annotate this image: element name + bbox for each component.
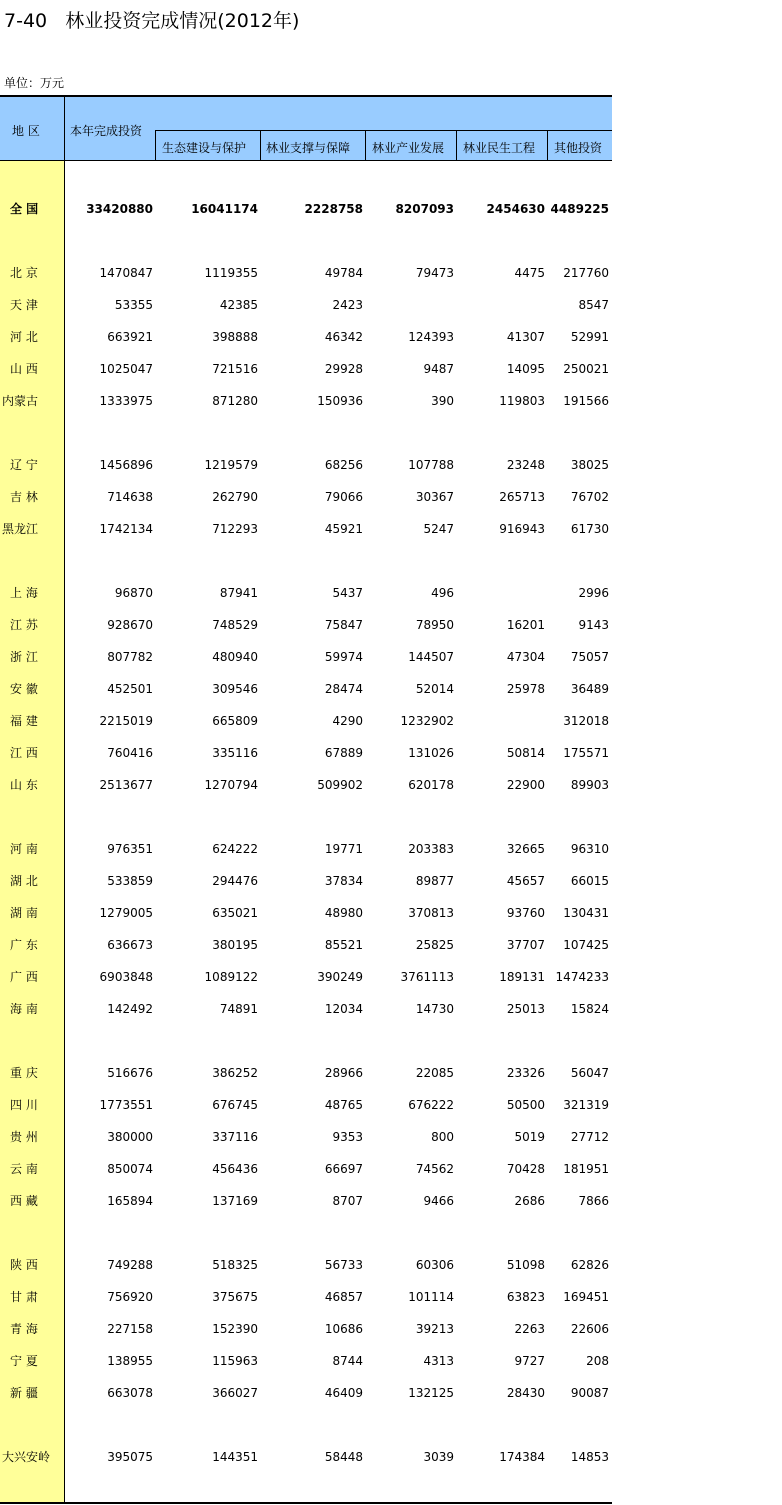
value-cell: 380000 bbox=[107, 1130, 153, 1144]
value-cell: 1773551 bbox=[99, 1098, 153, 1112]
table-row bbox=[0, 513, 612, 545]
value-cell: 250021 bbox=[563, 362, 609, 376]
value-cell: 321319 bbox=[563, 1098, 609, 1112]
value-cell: 30367 bbox=[415, 490, 454, 504]
value-cell: 624222 bbox=[212, 842, 258, 856]
value-cell: 2423 bbox=[332, 298, 363, 312]
value-cell: 676222 bbox=[408, 1098, 454, 1112]
value-cell: 74562 bbox=[415, 1162, 454, 1176]
value-cell: 165894 bbox=[107, 1194, 153, 1208]
value-cell: 137169 bbox=[212, 1194, 258, 1208]
region-name: 上 海 bbox=[10, 586, 38, 600]
value-cell: 46409 bbox=[324, 1386, 363, 1400]
value-cell: 620178 bbox=[408, 778, 454, 792]
value-cell: 22606 bbox=[570, 1322, 609, 1336]
region-name: 河 北 bbox=[10, 330, 38, 344]
value-cell: 14853 bbox=[570, 1450, 609, 1464]
table-row bbox=[0, 385, 612, 417]
value-cell: 456436 bbox=[212, 1162, 258, 1176]
value-cell: 1232902 bbox=[400, 714, 454, 728]
value-cell: 107788 bbox=[408, 458, 454, 472]
table-row bbox=[0, 737, 612, 769]
region-name: 甘 肃 bbox=[10, 1290, 38, 1304]
value-cell: 375675 bbox=[212, 1290, 258, 1304]
region-name: 西 藏 bbox=[10, 1194, 38, 1208]
table-row bbox=[0, 1185, 612, 1217]
value-cell: 28474 bbox=[324, 682, 363, 696]
value-cell: 25825 bbox=[415, 938, 454, 952]
value-cell: 37834 bbox=[324, 874, 363, 888]
table-row bbox=[0, 961, 612, 993]
value-cell: 101114 bbox=[408, 1290, 454, 1304]
value-cell: 480940 bbox=[212, 650, 258, 664]
value-cell: 1025047 bbox=[99, 362, 153, 376]
value-cell: 635021 bbox=[212, 906, 258, 920]
table-row bbox=[0, 449, 612, 481]
investment-table bbox=[0, 95, 612, 1504]
header-vline bbox=[456, 130, 457, 161]
value-cell: 4475 bbox=[514, 266, 545, 280]
value-cell: 2215019 bbox=[99, 714, 153, 728]
value-cell: 380195 bbox=[212, 938, 258, 952]
table-row bbox=[0, 193, 612, 225]
table-row bbox=[0, 1249, 612, 1281]
table-row bbox=[0, 929, 612, 961]
value-cell: 7866 bbox=[578, 1194, 609, 1208]
value-cell: 53355 bbox=[114, 298, 153, 312]
value-cell: 370813 bbox=[408, 906, 454, 920]
value-cell: 89877 bbox=[415, 874, 454, 888]
value-cell: 66015 bbox=[570, 874, 609, 888]
value-cell: 23248 bbox=[506, 458, 545, 472]
value-cell: 676745 bbox=[212, 1098, 258, 1112]
value-cell: 9727 bbox=[514, 1354, 545, 1368]
value-cell: 309546 bbox=[212, 682, 258, 696]
value-cell: 152390 bbox=[212, 1322, 258, 1336]
value-cell: 8547 bbox=[578, 298, 609, 312]
region-name: 重 庆 bbox=[10, 1066, 38, 1080]
value-cell: 807782 bbox=[107, 650, 153, 664]
table-row bbox=[0, 289, 612, 321]
value-cell: 1456896 bbox=[99, 458, 153, 472]
value-cell: 96870 bbox=[114, 586, 153, 600]
value-cell: 9353 bbox=[332, 1130, 363, 1144]
region-name: 内蒙古 bbox=[2, 394, 39, 408]
value-cell: 45657 bbox=[506, 874, 545, 888]
region-name: 大兴安岭 bbox=[2, 1450, 51, 1464]
value-cell: 516676 bbox=[107, 1066, 153, 1080]
value-cell: 227158 bbox=[107, 1322, 153, 1336]
value-cell: 130431 bbox=[563, 906, 609, 920]
region-name: 全 国 bbox=[10, 202, 39, 216]
value-cell: 10686 bbox=[324, 1322, 363, 1336]
header-other: 其他投资 bbox=[554, 141, 603, 155]
table-row bbox=[0, 577, 612, 609]
value-cell: 48765 bbox=[324, 1098, 363, 1112]
table-row bbox=[0, 897, 612, 929]
table-row bbox=[0, 769, 612, 801]
value-cell: 2996 bbox=[578, 586, 609, 600]
value-cell: 50500 bbox=[506, 1098, 545, 1112]
region-name: 湖 北 bbox=[10, 874, 38, 888]
value-cell: 28430 bbox=[506, 1386, 545, 1400]
table-row bbox=[0, 1153, 612, 1185]
header-industry: 林业产业发展 bbox=[372, 141, 445, 155]
value-cell: 27712 bbox=[570, 1130, 609, 1144]
value-cell: 59974 bbox=[324, 650, 363, 664]
table-row bbox=[0, 257, 612, 289]
region-name: 山 东 bbox=[10, 778, 38, 792]
value-cell: 169451 bbox=[563, 1290, 609, 1304]
value-cell: 749288 bbox=[107, 1258, 153, 1272]
value-cell: 8707 bbox=[332, 1194, 363, 1208]
value-cell: 36489 bbox=[570, 682, 609, 696]
value-cell: 42385 bbox=[219, 298, 258, 312]
value-cell: 1470847 bbox=[99, 266, 153, 280]
table-row bbox=[0, 1313, 612, 1345]
value-cell: 1742134 bbox=[99, 522, 153, 536]
value-cell: 56733 bbox=[324, 1258, 363, 1272]
value-cell: 51098 bbox=[506, 1258, 545, 1272]
value-cell: 14730 bbox=[415, 1002, 454, 1016]
value-cell: 5247 bbox=[423, 522, 454, 536]
value-cell: 22085 bbox=[415, 1066, 454, 1080]
value-cell: 79066 bbox=[324, 490, 363, 504]
value-cell: 37707 bbox=[506, 938, 545, 952]
region-name: 海 南 bbox=[10, 1002, 38, 1016]
table-row bbox=[0, 993, 612, 1025]
value-cell: 976351 bbox=[107, 842, 153, 856]
value-cell: 4489225 bbox=[550, 202, 609, 216]
value-cell: 124393 bbox=[408, 330, 454, 344]
value-cell: 12034 bbox=[324, 1002, 363, 1016]
value-cell: 2228758 bbox=[304, 202, 363, 216]
value-cell: 262790 bbox=[212, 490, 258, 504]
value-cell: 87941 bbox=[219, 586, 258, 600]
value-cell: 47304 bbox=[506, 650, 545, 664]
region-name: 陕 西 bbox=[10, 1258, 38, 1272]
value-cell: 1474233 bbox=[555, 970, 609, 984]
value-cell: 28966 bbox=[324, 1066, 363, 1080]
value-cell: 928670 bbox=[107, 618, 153, 632]
value-cell: 93760 bbox=[506, 906, 545, 920]
header-total: 本年完成投资 bbox=[70, 124, 143, 138]
header-vline bbox=[365, 130, 366, 161]
value-cell: 22900 bbox=[506, 778, 545, 792]
value-cell: 19771 bbox=[324, 842, 363, 856]
value-cell: 90087 bbox=[570, 1386, 609, 1400]
value-cell: 850074 bbox=[107, 1162, 153, 1176]
value-cell: 1270794 bbox=[204, 778, 258, 792]
value-cell: 714638 bbox=[107, 490, 153, 504]
value-cell: 294476 bbox=[212, 874, 258, 888]
page-title: 7-40 林业投资完成情况(2012年) bbox=[4, 10, 300, 32]
region-name: 吉 林 bbox=[10, 490, 38, 504]
header-support: 林业支撑与保障 bbox=[266, 141, 351, 155]
value-cell: 800 bbox=[431, 1130, 454, 1144]
table-header bbox=[0, 95, 612, 161]
value-cell: 4290 bbox=[332, 714, 363, 728]
table-bottom-rule bbox=[0, 1502, 612, 1504]
value-cell: 217760 bbox=[563, 266, 609, 280]
table-row bbox=[0, 1441, 612, 1473]
value-cell: 74891 bbox=[219, 1002, 258, 1016]
table-row bbox=[0, 481, 612, 513]
header-subdivider bbox=[155, 130, 612, 131]
value-cell: 107425 bbox=[563, 938, 609, 952]
header-region: 地 区 bbox=[12, 124, 40, 138]
value-cell: 9487 bbox=[423, 362, 454, 376]
value-cell: 66697 bbox=[324, 1162, 363, 1176]
value-cell: 119803 bbox=[499, 394, 545, 408]
value-cell: 14095 bbox=[506, 362, 545, 376]
table-row bbox=[0, 1121, 612, 1153]
value-cell: 79473 bbox=[415, 266, 454, 280]
value-cell: 3039 bbox=[423, 1450, 454, 1464]
value-cell: 312018 bbox=[563, 714, 609, 728]
value-cell: 52014 bbox=[415, 682, 454, 696]
value-cell: 29928 bbox=[324, 362, 363, 376]
value-cell: 60306 bbox=[415, 1258, 454, 1272]
value-cell: 96310 bbox=[570, 842, 609, 856]
table-row bbox=[0, 641, 612, 673]
value-cell: 144507 bbox=[408, 650, 454, 664]
region-name: 山 西 bbox=[10, 362, 38, 376]
region-name: 宁 夏 bbox=[10, 1354, 38, 1368]
value-cell: 337116 bbox=[212, 1130, 258, 1144]
value-cell: 58448 bbox=[324, 1450, 363, 1464]
region-name: 江 苏 bbox=[10, 618, 38, 632]
value-cell: 39213 bbox=[415, 1322, 454, 1336]
value-cell: 9143 bbox=[578, 618, 609, 632]
region-name: 江 西 bbox=[10, 746, 38, 760]
value-cell: 189131 bbox=[499, 970, 545, 984]
value-cell: 496 bbox=[431, 586, 454, 600]
value-cell: 85521 bbox=[324, 938, 363, 952]
value-cell: 131026 bbox=[408, 746, 454, 760]
value-cell: 3761113 bbox=[400, 970, 454, 984]
value-cell: 916943 bbox=[499, 522, 545, 536]
value-cell: 78950 bbox=[415, 618, 454, 632]
value-cell bbox=[367, 289, 454, 321]
value-cell: 75057 bbox=[570, 650, 609, 664]
value-cell: 1219579 bbox=[204, 458, 258, 472]
value-cell: 265713 bbox=[499, 490, 545, 504]
region-name: 天 津 bbox=[10, 298, 38, 312]
unit-label: 单位：万元 bbox=[4, 76, 65, 90]
value-cell: 138955 bbox=[107, 1354, 153, 1368]
value-cell: 32665 bbox=[506, 842, 545, 856]
region-name: 广 东 bbox=[10, 938, 38, 952]
value-cell: 1089122 bbox=[204, 970, 258, 984]
region-name: 安 徽 bbox=[10, 682, 38, 696]
value-cell: 533859 bbox=[107, 874, 153, 888]
value-cell: 2686 bbox=[514, 1194, 545, 1208]
table-row bbox=[0, 1377, 612, 1409]
table-row bbox=[0, 609, 612, 641]
table-row bbox=[0, 1089, 612, 1121]
table-row bbox=[0, 865, 612, 897]
value-cell: 67889 bbox=[324, 746, 363, 760]
value-cell: 663921 bbox=[107, 330, 153, 344]
value-cell: 61730 bbox=[570, 522, 609, 536]
value-cell: 63823 bbox=[506, 1290, 545, 1304]
value-cell bbox=[458, 577, 545, 609]
value-cell: 721516 bbox=[212, 362, 258, 376]
value-cell: 56047 bbox=[570, 1066, 609, 1080]
value-cell: 712293 bbox=[212, 522, 258, 536]
table-row bbox=[0, 1345, 612, 1377]
table-row bbox=[0, 833, 612, 865]
value-cell: 33420880 bbox=[86, 202, 153, 216]
value-cell: 115963 bbox=[212, 1354, 258, 1368]
value-cell: 335116 bbox=[212, 746, 258, 760]
value-cell: 46857 bbox=[324, 1290, 363, 1304]
value-cell: 9466 bbox=[423, 1194, 454, 1208]
value-cell: 46342 bbox=[324, 330, 363, 344]
value-cell: 663078 bbox=[107, 1386, 153, 1400]
value-cell: 38025 bbox=[570, 458, 609, 472]
value-cell: 16041174 bbox=[191, 202, 258, 216]
value-cell: 76702 bbox=[570, 490, 609, 504]
value-cell: 452501 bbox=[107, 682, 153, 696]
region-name: 黑龙江 bbox=[2, 522, 39, 536]
value-cell: 75847 bbox=[324, 618, 363, 632]
value-cell: 398888 bbox=[212, 330, 258, 344]
value-cell: 871280 bbox=[212, 394, 258, 408]
value-cell: 203383 bbox=[408, 842, 454, 856]
value-cell: 175571 bbox=[563, 746, 609, 760]
value-cell: 5437 bbox=[332, 586, 363, 600]
value-cell: 509902 bbox=[317, 778, 363, 792]
header-vline bbox=[547, 130, 548, 161]
value-cell: 23326 bbox=[506, 1066, 545, 1080]
value-cell: 62826 bbox=[570, 1258, 609, 1272]
region-name: 辽 宁 bbox=[10, 458, 38, 472]
value-cell: 48980 bbox=[324, 906, 363, 920]
value-cell: 2513677 bbox=[99, 778, 153, 792]
value-cell: 15824 bbox=[570, 1002, 609, 1016]
value-cell: 142492 bbox=[107, 1002, 153, 1016]
table-row bbox=[0, 1057, 612, 1089]
value-cell: 16201 bbox=[506, 618, 545, 632]
region-name: 贵 州 bbox=[10, 1130, 38, 1144]
value-cell: 174384 bbox=[499, 1450, 545, 1464]
value-cell: 132125 bbox=[408, 1386, 454, 1400]
region-name: 河 南 bbox=[10, 842, 38, 856]
header-ecology: 生态建设与保护 bbox=[162, 141, 247, 155]
value-cell: 8744 bbox=[332, 1354, 363, 1368]
value-cell: 50814 bbox=[506, 746, 545, 760]
value-cell: 366027 bbox=[212, 1386, 258, 1400]
value-cell: 636673 bbox=[107, 938, 153, 952]
header-vline bbox=[260, 130, 261, 161]
region-name: 湖 南 bbox=[10, 906, 38, 920]
value-cell: 70428 bbox=[506, 1162, 545, 1176]
region-name: 青 海 bbox=[10, 1322, 38, 1336]
value-cell: 68256 bbox=[324, 458, 363, 472]
value-cell: 25013 bbox=[506, 1002, 545, 1016]
value-cell: 1333975 bbox=[99, 394, 153, 408]
region-name: 广 西 bbox=[10, 970, 38, 984]
value-cell: 8207093 bbox=[395, 202, 454, 216]
value-cell bbox=[458, 705, 545, 737]
value-cell: 41307 bbox=[506, 330, 545, 344]
value-cell: 5019 bbox=[514, 1130, 545, 1144]
value-cell: 760416 bbox=[107, 746, 153, 760]
value-cell: 390249 bbox=[317, 970, 363, 984]
value-cell: 150936 bbox=[317, 394, 363, 408]
value-cell: 756920 bbox=[107, 1290, 153, 1304]
value-cell: 208 bbox=[586, 1354, 609, 1368]
value-cell: 390 bbox=[431, 394, 454, 408]
region-name: 新 疆 bbox=[10, 1386, 38, 1400]
value-cell: 1119355 bbox=[204, 266, 258, 280]
value-cell: 4313 bbox=[423, 1354, 454, 1368]
value-cell: 1279005 bbox=[99, 906, 153, 920]
header-vline bbox=[155, 130, 156, 161]
value-cell: 386252 bbox=[212, 1066, 258, 1080]
value-cell: 748529 bbox=[212, 618, 258, 632]
region-name: 云 南 bbox=[10, 1162, 38, 1176]
value-cell: 191566 bbox=[563, 394, 609, 408]
value-cell: 144351 bbox=[212, 1450, 258, 1464]
value-cell: 2263 bbox=[514, 1322, 545, 1336]
value-cell: 25978 bbox=[506, 682, 545, 696]
region-name: 福 建 bbox=[10, 714, 38, 728]
value-cell: 518325 bbox=[212, 1258, 258, 1272]
region-name: 北 京 bbox=[10, 266, 38, 280]
table-row bbox=[0, 321, 612, 353]
value-cell: 45921 bbox=[324, 522, 363, 536]
value-cell: 52991 bbox=[570, 330, 609, 344]
table-row bbox=[0, 673, 612, 705]
value-cell: 6903848 bbox=[99, 970, 153, 984]
value-cell: 2454630 bbox=[486, 202, 545, 216]
value-cell: 49784 bbox=[324, 266, 363, 280]
header-vline bbox=[64, 97, 65, 161]
value-cell bbox=[458, 289, 545, 321]
value-cell: 89903 bbox=[570, 778, 609, 792]
region-name: 四 川 bbox=[10, 1098, 38, 1112]
table-row bbox=[0, 1281, 612, 1313]
value-cell: 395075 bbox=[107, 1450, 153, 1464]
region-name: 浙 江 bbox=[10, 650, 38, 664]
table-row bbox=[0, 353, 612, 385]
value-cell: 181951 bbox=[563, 1162, 609, 1176]
header-livelihood: 林业民生工程 bbox=[463, 141, 536, 155]
table-row bbox=[0, 705, 612, 737]
value-cell: 665809 bbox=[212, 714, 258, 728]
